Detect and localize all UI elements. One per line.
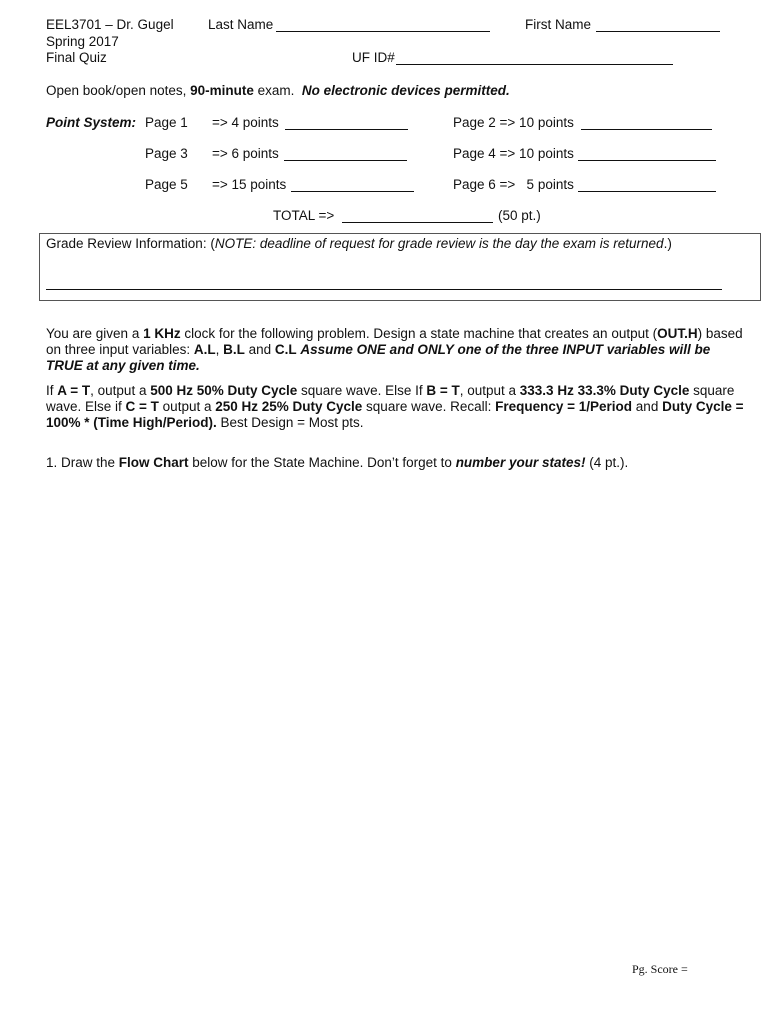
text-run: , output a <box>459 383 520 398</box>
text-run: OUT.H <box>657 326 698 341</box>
text-run: square wave. Else if <box>46 383 735 415</box>
text-run: clock for the following problem. Design a state machine that creates an output ( <box>180 326 658 341</box>
points-score-field[interactable] <box>578 160 716 161</box>
points-value: => 15 points <box>212 177 287 192</box>
total-label: TOTAL => <box>273 208 335 223</box>
text-run: 500 Hz 50% Duty Cycle <box>150 383 298 398</box>
text-run: ) based on three input variables: <box>46 326 743 358</box>
term: Spring 2017 <box>46 34 119 49</box>
text-run: Assume ONE and ONLY one of the three INPUT variables will be TRUE at any given time. <box>46 342 711 374</box>
points-score-field[interactable] <box>581 129 712 130</box>
last-name-field[interactable] <box>276 31 490 32</box>
text-run: If <box>46 383 58 398</box>
text-run: C.L <box>274 342 297 358</box>
points-right-entry: Page 2 => 10 points <box>453 115 574 130</box>
exam-name: Final Quiz <box>46 50 107 65</box>
text-run: 1. Draw the <box>46 455 119 470</box>
text-run: You are given a <box>46 326 144 341</box>
question-1 <box>46 455 746 471</box>
problem-paragraph-2 <box>46 383 746 432</box>
points-score-field[interactable] <box>285 129 408 130</box>
text-run: 1 KHz <box>143 326 181 341</box>
text-run: below for the State Machine. Don’t forget to <box>188 455 456 470</box>
text-run: Frequency = 1/Period <box>495 399 633 415</box>
grade-review-field[interactable] <box>46 289 722 290</box>
text-run: (4 pt.). <box>585 455 629 470</box>
first-name-field[interactable] <box>596 31 720 32</box>
course-title: EEL3701 – Dr. Gugel <box>46 17 174 32</box>
last-name-label: Last Name <box>208 17 274 32</box>
points-right-entry: Page 6 => 5 points <box>453 177 574 192</box>
text-run: Best Design = Most pts. <box>216 415 364 431</box>
text-run: C = T <box>125 399 159 415</box>
text-run: A = T <box>57 383 91 398</box>
points-score-field[interactable] <box>291 191 414 192</box>
total-score-field[interactable] <box>342 222 493 223</box>
text-run: , output a <box>90 383 151 398</box>
ufid-label: UF ID# <box>352 50 395 65</box>
first-name-label: First Name <box>525 17 592 32</box>
total-value: (50 pt.) <box>498 208 541 223</box>
text-run: square wave. Else If <box>297 383 427 398</box>
text-run: square wave. Recall: <box>362 399 496 415</box>
points-score-field[interactable] <box>578 191 716 192</box>
point-system-label: Point System: <box>46 115 137 130</box>
instructions-line: Open book/open notes, 90-minute exam. No electronic devices permitted. <box>46 83 510 98</box>
text-run: B = T <box>426 383 460 398</box>
text-run: Duty Cycle = 100% * (Time High/Period). <box>46 399 744 431</box>
points-page-label: Page 1 <box>145 115 188 130</box>
text-run: B.L <box>223 342 245 358</box>
text-run: 333.3 Hz 33.3% Duty Cycle <box>519 383 690 398</box>
points-right-entry: Page 4 => 10 points <box>453 146 574 161</box>
text-run: output a <box>158 399 216 415</box>
points-page-label: Page 5 <box>145 177 188 192</box>
text-run: 250 Hz 25% Duty Cycle <box>215 399 363 415</box>
text-run: number your states! <box>455 455 586 470</box>
text-run: and <box>244 342 275 358</box>
text-run: and <box>632 399 663 415</box>
points-value: => 4 points <box>212 115 279 130</box>
ufid-field[interactable] <box>396 64 673 65</box>
points-score-field[interactable] <box>284 160 407 161</box>
page-score-label: Pg. Score = <box>632 962 688 976</box>
points-value: => 6 points <box>212 146 279 161</box>
text-run: A.L <box>193 342 216 358</box>
text-run: Flow Chart <box>118 455 189 470</box>
problem-paragraph-1 <box>46 326 746 375</box>
text-run: , <box>215 342 224 358</box>
points-page-label: Page 3 <box>145 146 188 161</box>
grade-review-text: Grade Review Information: (NOTE: deadline of request for grade review is the day the exam is returned.) <box>46 236 672 251</box>
